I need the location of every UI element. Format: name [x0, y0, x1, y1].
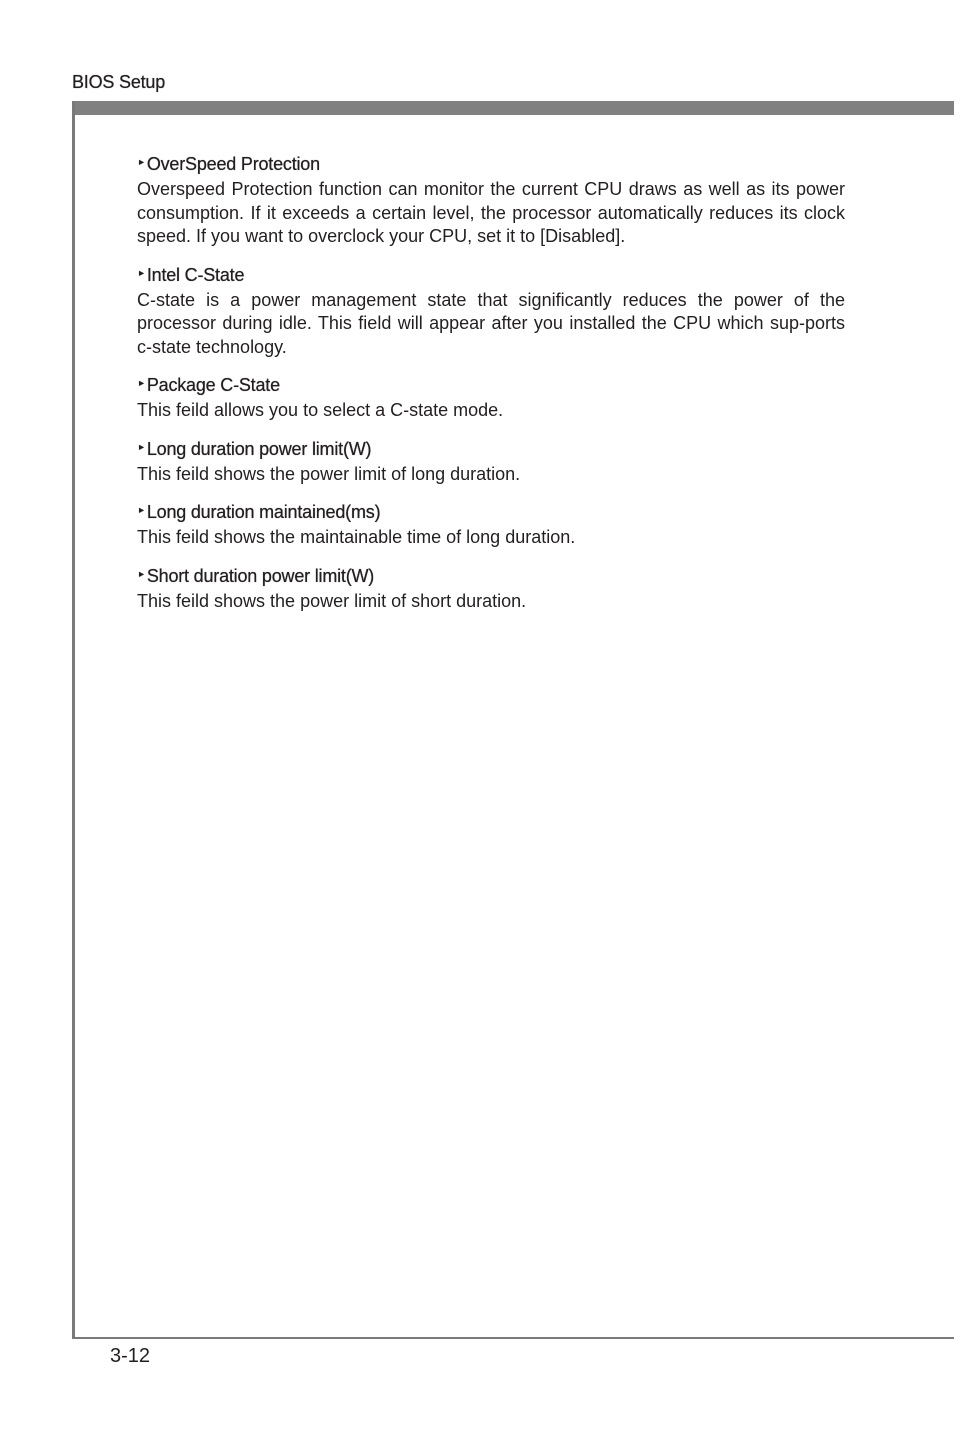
- triangle-right-icon: ▸: [139, 267, 144, 279]
- entry-description: This feild shows the power limit of long duration.: [137, 463, 521, 484]
- left-margin-rule: [72, 101, 75, 1339]
- entry-short-duration-power-limit: [137, 564, 845, 614]
- entry-description: This feild shows the maintainable time of long duration.: [137, 527, 576, 547]
- entry-title-text: Short duration power limit(W): [146, 565, 375, 586]
- entry-long-duration-maintained: [137, 500, 845, 550]
- section-title: BIOS Setup: [72, 72, 166, 92]
- triangle-right-icon: ▸: [139, 441, 144, 453]
- entry-title: [139, 437, 845, 461]
- entry-title-text: Long duration maintained(ms): [146, 502, 381, 522]
- entry-long-duration-power-limit: [137, 437, 845, 487]
- header-bar: [72, 101, 954, 115]
- entry-title-text: Long duration power limit(W): [146, 438, 372, 459]
- entry-overspeed-protection: [137, 152, 845, 249]
- entry-title: [139, 152, 845, 176]
- entry-title: [139, 263, 845, 287]
- triangle-right-icon: ▸: [139, 568, 144, 580]
- bottom-rule: [72, 1337, 954, 1339]
- entry-description: C-state is a power management state that significantly reduces the power of the processor during idle. This field will appear after you installed the CPU which sup-ports c-state technology.: [137, 289, 845, 357]
- triangle-right-icon: ▸: [139, 378, 144, 389]
- entry-title-text: Package C-State: [146, 375, 280, 395]
- content-area: [137, 152, 845, 627]
- entry-title: [139, 564, 845, 588]
- entry-title: [139, 373, 845, 397]
- entry-description: This feild allows you to select a C-state mode.: [137, 400, 504, 420]
- entry-package-c-state: [137, 373, 845, 423]
- page-number: 3-12: [110, 1345, 151, 1367]
- entry-description: This feild shows the power limit of short duration.: [137, 590, 527, 611]
- entry-intel-c-state: [137, 263, 845, 360]
- triangle-right-icon: ▸: [139, 157, 144, 168]
- entry-title-text: Intel C-State: [146, 264, 245, 285]
- entry-description: Overspeed Protection function can monitor the current CPU draws as well as its power consumption. If it exceeds a certain level, the processor automatically reduces its clock speed. If you want to overclock your CPU, set it to [Disabled].: [137, 179, 845, 246]
- entry-title-text: OverSpeed Protection: [146, 154, 320, 174]
- entry-title: [139, 500, 845, 524]
- triangle-right-icon: ▸: [139, 505, 144, 516]
